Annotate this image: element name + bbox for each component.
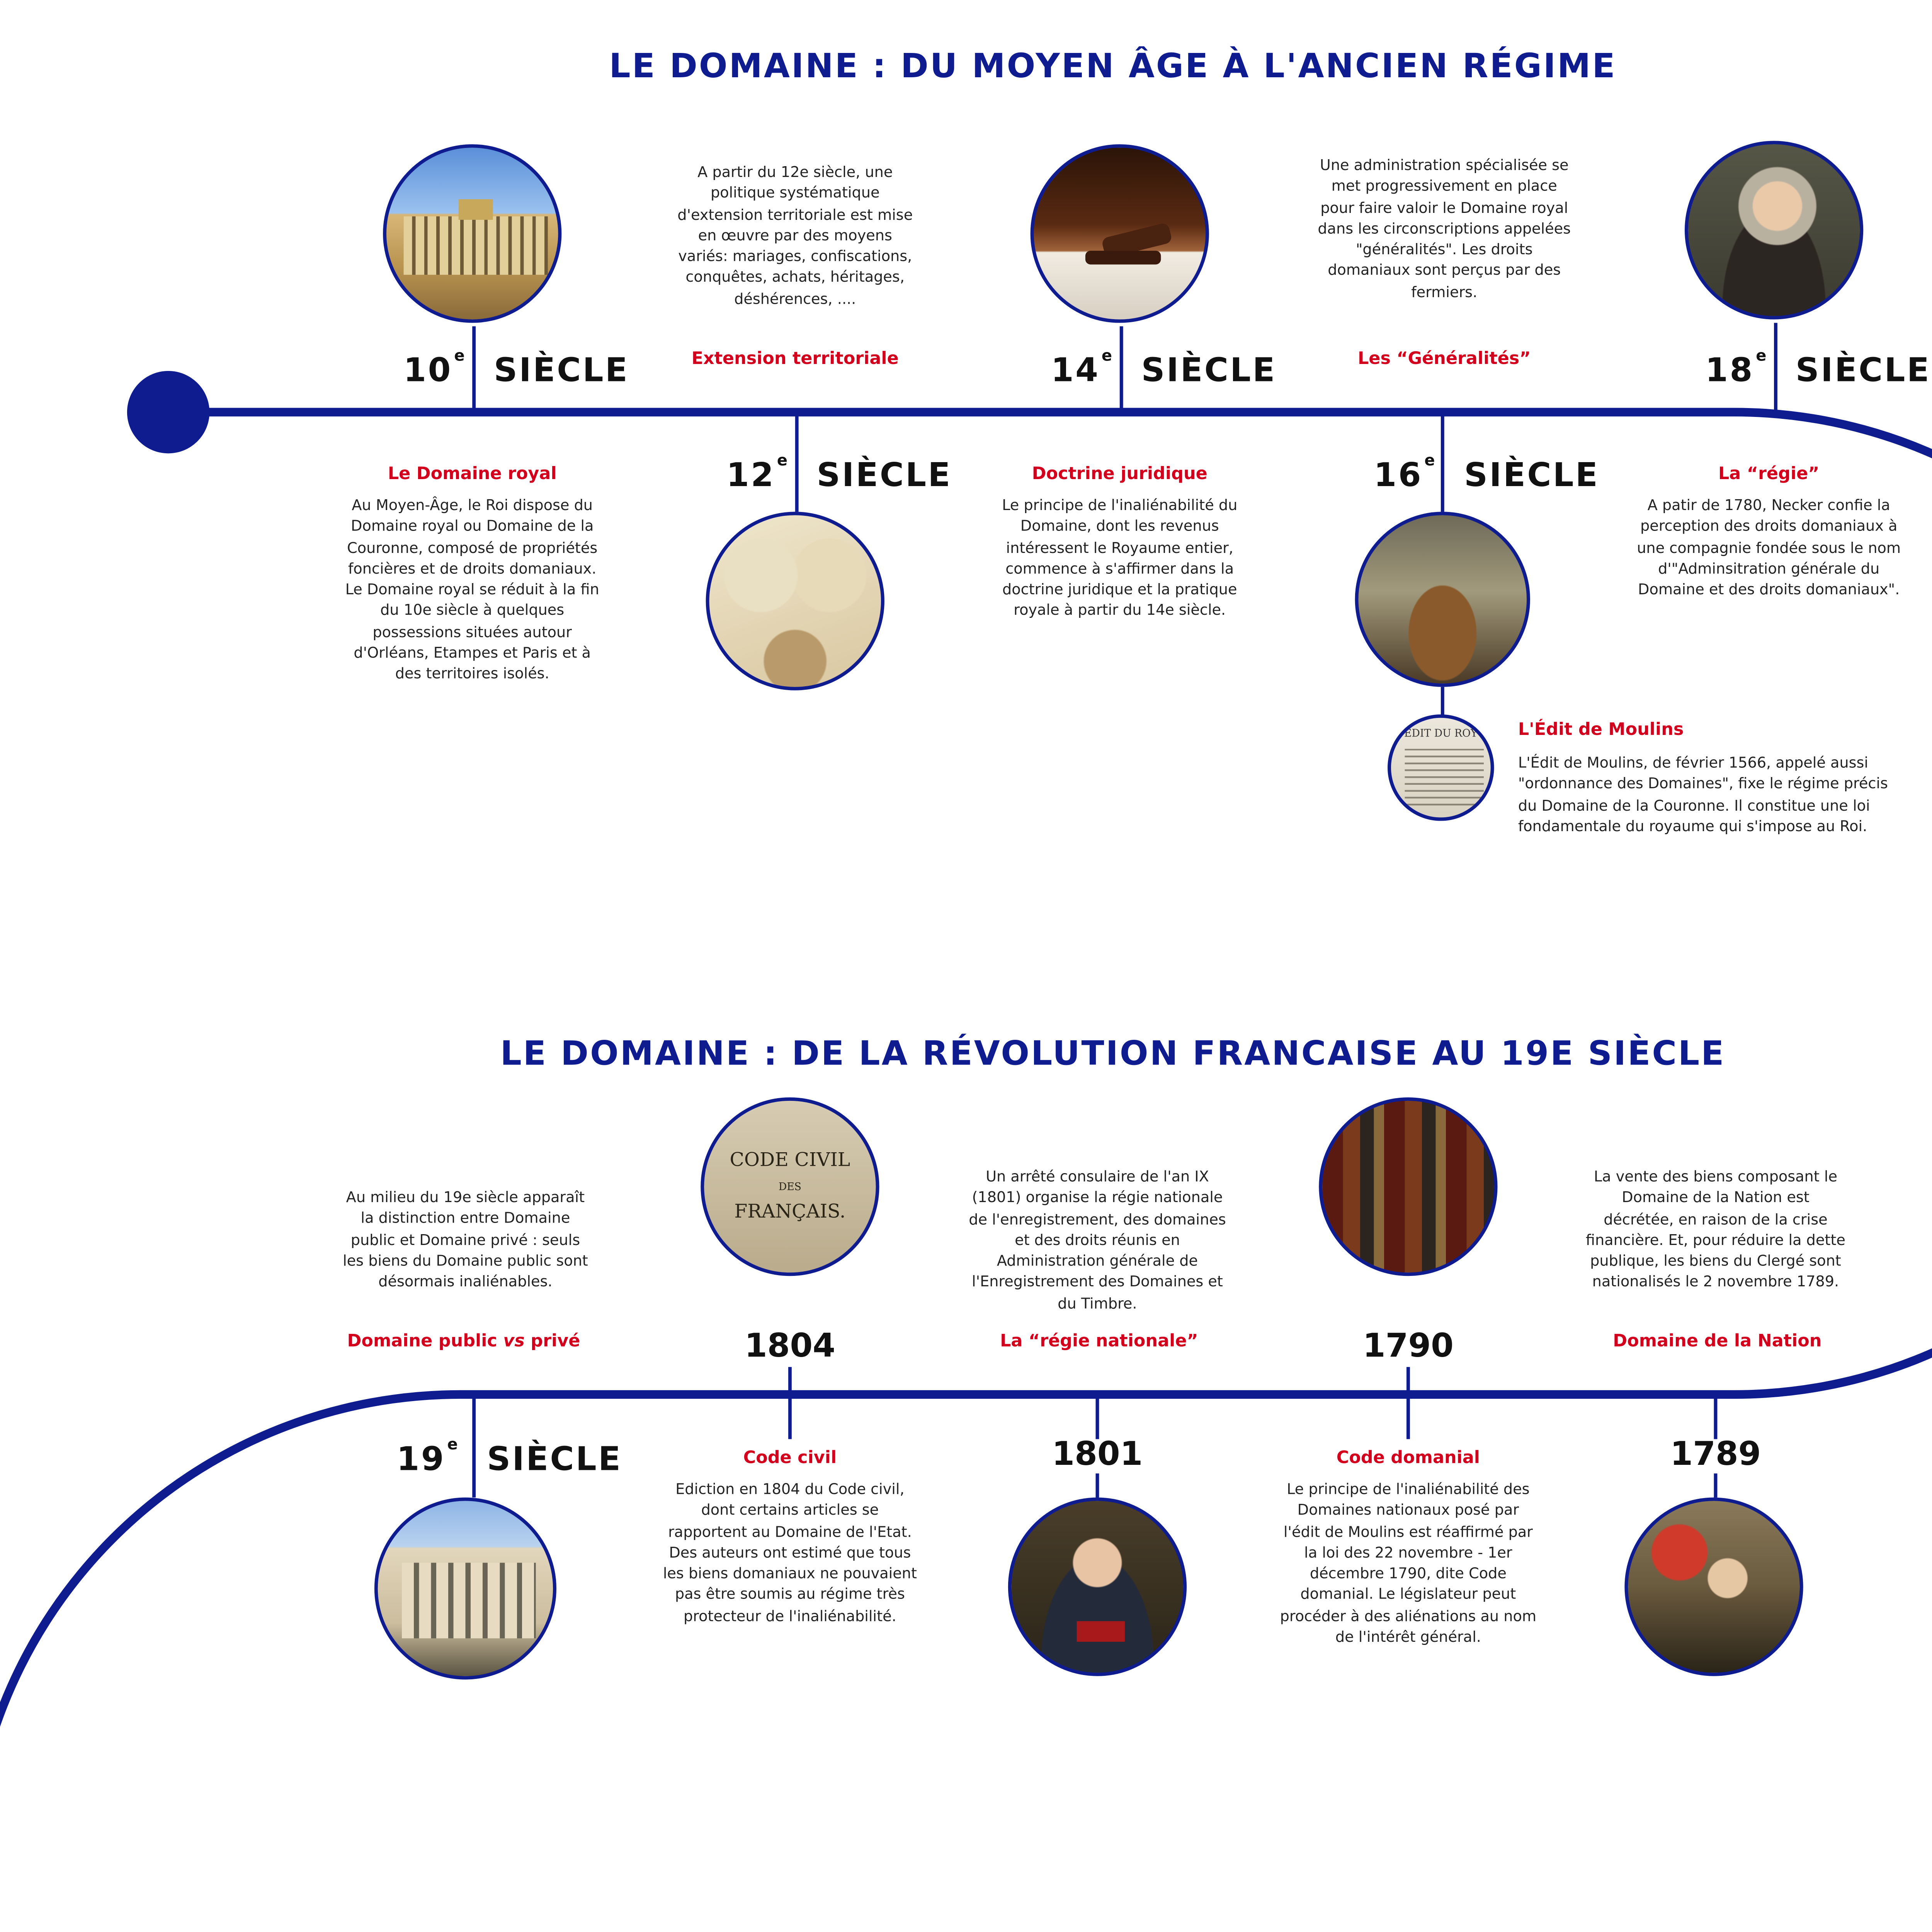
event-title-domaine-nation: Domaine de la Nation: [1613, 1332, 1822, 1352]
event-text-regie: A patir de 1780, Necker confie la perception des droits domaniaux à une compagnie fondée sous le nom d'"Adminsitration générale du Domaine et des droits domaniaux".: [1637, 498, 1901, 600]
section-title-middle-ages: LE DOMAINE : DU MOYEN ÂGE À L'ANCIEN RÉGIME: [609, 46, 1617, 86]
era-label-14e: 14 $^e$ SIÈCLE: [1051, 349, 1277, 390]
event-title-doctrine: Doctrine juridique: [1032, 465, 1208, 485]
tick-edit-moulins: [1441, 687, 1444, 718]
tick-1789: [1714, 1395, 1718, 1439]
section-title-revolution: LE DOMAINE : DE LA RÉVOLUTION FRANCAISE AU 19E SIÈCLE: [500, 1034, 1726, 1073]
era-label-16e: 16 $^e$ SIÈCLE: [1374, 453, 1600, 495]
event-text-regie-nationale: Un arrêté consulaire de l'an IX (1801) organise la régie nationale de l'enregistrement, des domaines et des droits réunis en Administration générale de l'Enregistrement des Domaines et du Timbre.: [969, 1169, 1226, 1313]
event-text-edit-moulins: L'Édit de Moulins, de février 1566, appelé aussi "ordonnance des Domaines", fixe le régime précis du Domaine de la Couronne. Il constitue une loi fondamentale du royaume qui s'impose au Roi.: [1518, 755, 1888, 836]
code-civil-book-image: [701, 1097, 879, 1276]
era-label-18e: 18 $^e$ SIÈCLE: [1705, 349, 1931, 390]
edit-moulins-document-image: [1388, 714, 1494, 821]
event-title-regie: La “régie”: [1718, 465, 1820, 485]
event-title-generalites: Les “Généralités”: [1357, 350, 1531, 369]
tick-1801-bottom: [1096, 1473, 1099, 1497]
liberty-painting-image: [1624, 1498, 1803, 1676]
event-title-domaine-royal: Le Domaine royal: [388, 465, 557, 485]
tick-1789-bottom: [1714, 1473, 1718, 1497]
year-1801: 1801: [1052, 1435, 1143, 1474]
tick-1804: [788, 1395, 792, 1439]
versailles-palace-image: [383, 144, 561, 323]
edit-moulins-image-caption: EDIT DU ROY: [1404, 728, 1478, 740]
tick-1790: [1406, 1367, 1410, 1439]
event-title-code-domanial: Code domanial: [1336, 1449, 1480, 1468]
event-text-doctrine: Le principe de l'inaliénabilité du Domaine, dont les revenus intéressent le Royaume entier, commence à s'affirmer dans la doctrine juridique et la pratique royale à partir du 14e siècle.: [1002, 498, 1238, 621]
year-1790: 1790: [1362, 1327, 1454, 1366]
year-1789: 1789: [1670, 1435, 1761, 1474]
event-text-generalites: Une administration spécialisée se met progressivement en place pour faire valoir le Domaine royal dans les circonscriptions appelées "généralités". Les droits domaniaux sont perçus par des fermiers.: [1318, 158, 1571, 302]
napoleon-portrait-image: [1008, 1498, 1187, 1676]
event-title-code-civil: Code civil: [743, 1449, 837, 1468]
era-label-12e: 12 $^e$ SIÈCLE: [726, 453, 952, 495]
era-label-19e: 19 $^e$ SIÈCLE: [396, 1437, 622, 1479]
tick-1801: [1096, 1395, 1099, 1439]
event-title-edit-moulins: L'Édit de Moulins: [1518, 721, 1684, 740]
era-label-10e: 10 $^e$ SIÈCLE: [403, 349, 629, 390]
event-text-code-domanial: Le principe de l'inaliénabilité des Domaines nationaux posé par l'édit de Moulins est réaffirmé par la loi des 22 novembre - 1er décembre 1790, dite Code domanial. Le législateur peut procéder à des aliénations au nom de l'intérêt général.: [1280, 1482, 1537, 1647]
event-text-code-civil: Ediction en 1804 du Code civil, dont certains articles se rapportent au Domaine de l'Etat. Des auteurs ont estimé que tous les biens domaniaux ne pouvaient pas être soumis au régime très protecteur de l'inaliénabilité.: [663, 1482, 917, 1626]
event-title-public-prive: Domaine public vs privé: [347, 1332, 580, 1352]
tick-1804-top: [788, 1367, 792, 1395]
event-text-domaine-royal: Au Moyen-Âge, le Roi dispose du Domaine royal ou Domaine de la Couronne, composé de propriétés foncières et de droits domaniaux. Le Domaine royal se réduit à la fin du 10e siècle à quelques possessions situées autour d'Orléans, Etampes et Paris et à des territoires isolés.: [345, 498, 599, 684]
year-1804: 1804: [744, 1327, 835, 1366]
event-text-domaine-nation: La vente des biens composant le Domaine de la Nation est décrétée, en raison de la crise financière. Et, pour réduire la dette publique, les biens du Clergé sont nationalisés le 2 novembre 1789.: [1585, 1169, 1845, 1293]
council-painting-image: [1355, 512, 1530, 687]
world-map-image: [706, 512, 884, 690]
ministry-building-image: [374, 1498, 556, 1680]
necker-portrait-image: [1685, 141, 1863, 319]
event-text-extension: A partir du 12e siècle, une politique systématique d'extension territoriale est mise en œuvre par des moyens variés: mariages, confiscations, conquêtes, achats, héritages, déshérences, ....: [677, 165, 913, 309]
event-text-public-prive: Au milieu du 19e siècle apparaît la distinction entre Domaine public et Domaine privé : seuls les biens du Domaine public sont désormais inaliénables.: [343, 1190, 588, 1292]
code-civil-book-text: CODE CIVIL DES FRANÇAIS.: [730, 1149, 850, 1223]
judge-gavel-image: [1031, 144, 1209, 323]
event-title-regie-nationale: La “régie nationale”: [1000, 1332, 1198, 1352]
event-title-extension: Extension territoriale: [691, 350, 899, 369]
old-books-image: [1319, 1097, 1497, 1276]
